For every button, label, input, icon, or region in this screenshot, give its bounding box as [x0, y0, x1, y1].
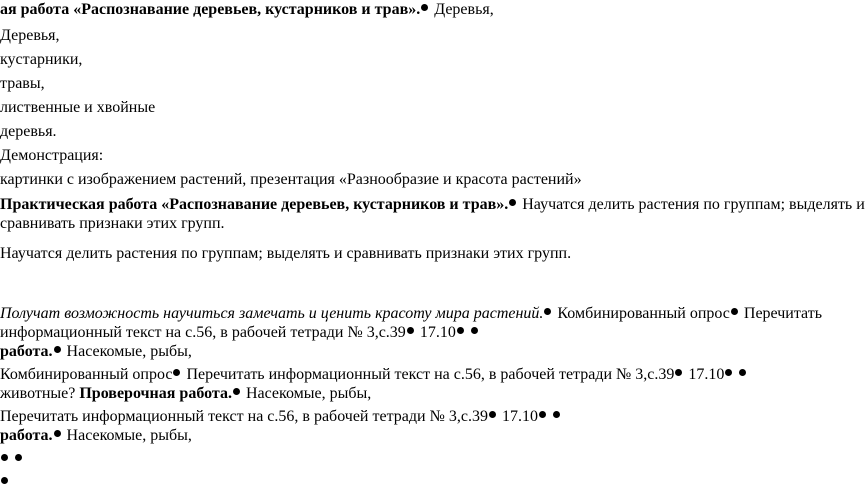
animals-text: животные?: [0, 385, 76, 402]
top-line: [0, 1, 494, 19]
list-item: Деревья,: [0, 27, 60, 44]
date-text: 17.10: [497, 408, 538, 425]
work-label: работа.: [0, 427, 53, 444]
bullet-icon: [54, 346, 61, 353]
block2-line-2: [0, 385, 371, 403]
block2-line-1: [0, 366, 748, 384]
title-fragment: ая работа «Распознавание деревьев, кустарников и трав».: [0, 1, 421, 18]
practical-line-1: [0, 196, 865, 214]
bullet-icon: [725, 369, 732, 376]
bullet-icon: [421, 4, 428, 11]
bullet-icon: [731, 308, 738, 315]
survey-text: Комбинированный опрос: [0, 366, 173, 383]
trailing-bullet: [0, 474, 10, 492]
block3-line-2: [0, 427, 192, 445]
list-item: картинки с изображением растений, презентация «Разнообразие и красота растений»: [0, 171, 582, 188]
bullet-icon: [739, 369, 746, 376]
bullet-icon: [1, 454, 8, 461]
reread-text: Перечитать информационный текст на с.56, в рабочей тетради № 3,с.39: [0, 408, 488, 425]
list-item: Демонстрация:: [0, 147, 104, 164]
bullet-icon: [471, 327, 478, 334]
bullet-icon: [509, 199, 516, 206]
reread-text: Перечитать информационный текст на с.56, в рабочей тетради № 3,с.39: [182, 366, 675, 383]
bullet-icon: [407, 327, 414, 334]
bullet-icon: [233, 388, 240, 395]
block1-line-2: [0, 324, 480, 342]
bullet-icon: [173, 369, 180, 376]
list-item: травы,: [0, 75, 45, 92]
work-label: работа.: [0, 343, 53, 360]
practical-title: Практическая работа «Распознавание деревьев, кустарников и трав».: [0, 196, 509, 213]
topic-text: Насекомые, рыбы,: [241, 385, 372, 402]
bullet-icon: [675, 369, 682, 376]
homework-text: информационный текст на с.56, в рабочей тетради № 3,с.39: [0, 324, 406, 341]
bullet-icon: [553, 411, 560, 418]
bullet-icon: [54, 430, 61, 437]
block1-line-1: [0, 305, 822, 323]
list-item: деревья.: [0, 123, 57, 140]
bullet-icon: [1, 477, 8, 484]
reread-text: Перечитать: [739, 305, 823, 322]
date-text: 17.10: [684, 366, 725, 383]
outcome-text: Научатся делить растения по группам; выделять и сравнивать признаки этих групп.: [0, 245, 572, 262]
trailing-bullets: [0, 451, 24, 469]
bullet-icon: [489, 411, 496, 418]
italic-goal: Получат возможность научиться замечать и ценить красоту мира растений.: [0, 305, 544, 322]
practical-line-2: сравнивать признаки этих групп.: [0, 215, 225, 232]
bullet-icon: [15, 454, 22, 461]
list-item: лиственные и хвойные: [0, 99, 156, 116]
topic-text: Насекомые, рыбы,: [62, 343, 192, 360]
bullet-icon: [544, 308, 551, 315]
practical-text: Научатся делить растения по группам; выделять и: [518, 196, 865, 213]
after-title-text: Деревья,: [430, 1, 494, 18]
bullet-icon: [539, 411, 546, 418]
list-item: кустарники,: [0, 51, 83, 68]
block1-line-3: [0, 343, 192, 361]
topic-text: Насекомые, рыбы,: [62, 427, 192, 444]
bullet-icon: [457, 327, 464, 334]
block3-line-1: [0, 408, 562, 426]
check-work-label: Проверочная работа.: [75, 385, 232, 402]
date-text: 17.10: [415, 324, 456, 341]
survey-text: Комбинированный опрос: [553, 305, 730, 322]
